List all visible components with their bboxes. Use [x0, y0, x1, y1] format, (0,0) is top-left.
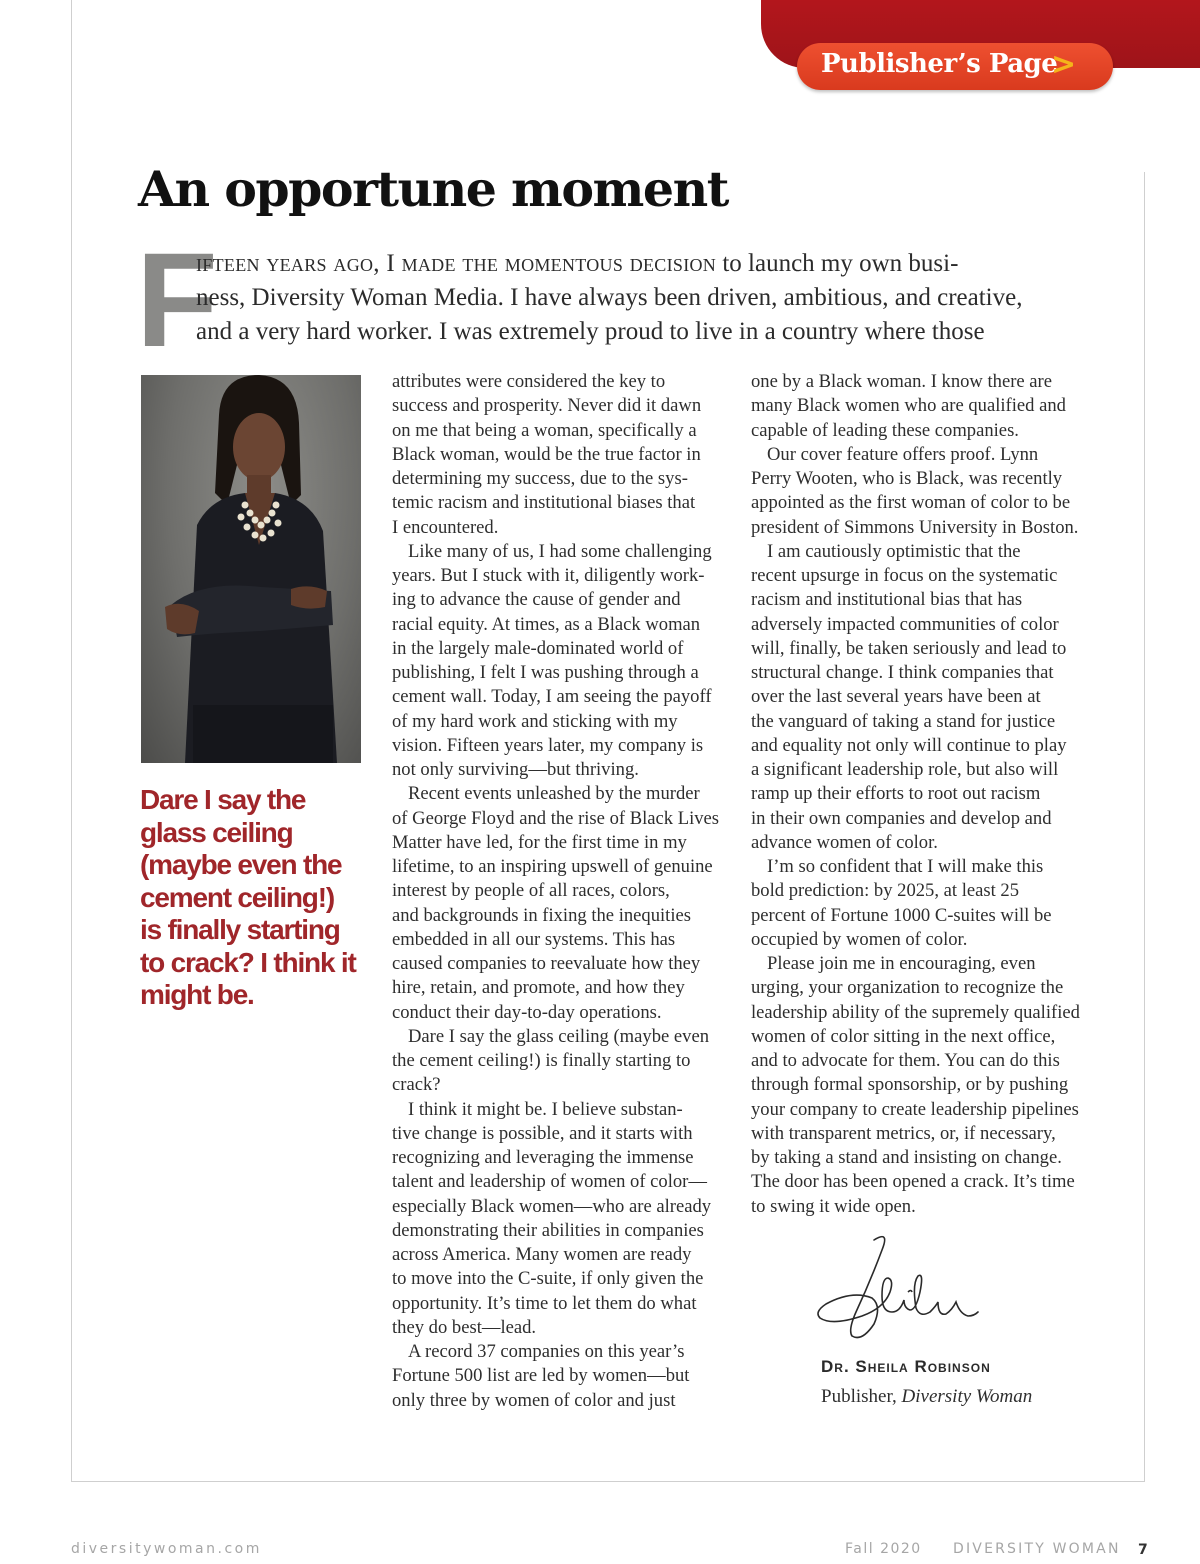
author-title	[821, 1386, 1032, 1408]
author-publication: Diversity Woman	[901, 1386, 1033, 1407]
body-text-line: through formal sponsorship, or by pushing	[751, 1074, 1069, 1096]
body-text-line: cement wall. Today, I am seeing the payoff	[392, 686, 712, 708]
body-text-line: in their own companies and develop and	[751, 807, 1052, 829]
body-text-line: I encountered.	[392, 516, 499, 538]
body-text-line: the cement ceiling!) is finally starting to	[392, 1050, 691, 1071]
body-text-line: racism and institutional bias that has	[751, 589, 1023, 611]
body-text-line: opportunity. It’s time to let them do what	[392, 1292, 697, 1314]
pull-quote-line: glass ceiling	[140, 816, 293, 848]
body-text-line: percent of Fortune 1000 C-suites will be	[751, 904, 1052, 926]
body-text-line: to swing it wide open.	[751, 1195, 916, 1217]
body-text-line: talent and leadership of women of color—	[392, 1171, 707, 1193]
body-text-line: Our cover feature offers proof. Lynn	[767, 443, 1039, 465]
body-text-line: Matter have led, for the first time in my	[392, 831, 687, 853]
body-text-line: urging, your organization to recognize the	[751, 977, 1064, 999]
body-text-line: of George Floyd and the rise of Black Lives	[392, 807, 720, 829]
pull-quote-line: might be.	[140, 979, 254, 1010]
chevron-right-icon: >	[1051, 47, 1077, 82]
body-text-line: capable of leading these companies.	[751, 419, 1019, 441]
body-text-line: will, finally, be taken seriously and lead to	[751, 637, 1067, 659]
body-text-line: by taking a stand and insisting on change.	[751, 1147, 1062, 1168]
body-text-line: years. But I stuck with it, diligently work-	[392, 565, 705, 586]
author-photo	[141, 375, 361, 763]
body-text-line: Fortune 500 list are led by women—but	[392, 1365, 690, 1387]
body-text-line: I am cautiously optimistic that the	[767, 540, 1021, 562]
body-text-line: recognizing and leveraging the immense	[392, 1147, 694, 1168]
page-frame-left	[71, 0, 72, 1482]
body-text-line: across America. Many women are ready	[392, 1244, 692, 1265]
body-text-line: Like many of us, I had some challenging	[408, 540, 712, 562]
body-text-line: crack?	[392, 1074, 441, 1096]
body-text-line: hire, retain, and promote, and how they	[392, 977, 685, 999]
body-text-line: interest by people of all races, colors,	[392, 880, 670, 902]
intro-line: and a very hard worker. I was extremely proud to live in a country where those	[196, 318, 985, 345]
intro-line: ness, Diversity Woman Media. I have always been driven, ambitious, and creative,	[196, 284, 1023, 311]
body-text-line: especially Black women—who are already	[392, 1195, 712, 1217]
body-column-right	[751, 370, 1096, 1219]
body-text-line: they do best—lead.	[392, 1316, 537, 1338]
body-text-line: Dare I say the glass ceiling (maybe even	[408, 1025, 709, 1047]
author-role: Publisher,	[821, 1386, 902, 1407]
body-text-line: a significant leadership role, but also will	[751, 759, 1059, 780]
intro-line-rest: to launch my own busi-	[716, 250, 959, 277]
body-text-line: your company to create leadership pipelines	[751, 1098, 1079, 1120]
footer-magazine: DIVERSITY WOMAN	[953, 1541, 1121, 1557]
page-number: 7	[1138, 1542, 1148, 1558]
body-text-line: success and prosperity. Never did it dawn	[392, 395, 702, 417]
body-text-line: temic racism and institutional biases that	[392, 492, 696, 514]
body-text-line: leadership ability of the supremely qualified	[751, 1001, 1080, 1023]
body-text-line: Please join me in encouraging, even	[767, 953, 1036, 974]
body-text-line: Recent events unleashed by the murder	[408, 783, 700, 805]
intro-line	[196, 247, 1096, 281]
body-text-line: president of Simmons University in Boston.	[751, 516, 1079, 538]
body-text-line: with transparent metrics, or, if necessary,	[751, 1122, 1056, 1144]
body-text-line: one by a Black woman. I know there are	[751, 371, 1053, 392]
body-text-line: not only surviving—but thriving.	[392, 759, 639, 780]
pull-quote	[140, 784, 362, 1012]
intro-smallcaps: ifteen years ago, I made the momentous decision	[196, 250, 717, 277]
body-text-line: recent upsurge in focus on the systematic	[751, 565, 1058, 586]
body-text-line: many Black women who are qualified and	[751, 395, 1066, 417]
body-text-line: ramp up their efforts to root out racism	[751, 783, 1041, 805]
body-text-line: caused companies to reevaluate how they	[392, 953, 701, 974]
body-text-line: advance women of color.	[751, 831, 938, 853]
body-text-line: in the largely male-dominated world of	[392, 637, 684, 659]
body-text-line: women of color sitting in the next office,	[751, 1025, 1056, 1047]
body-text-line: publishing, I felt I was pushing through a	[392, 662, 699, 683]
body-text-line: I think it might be. I believe substan-	[408, 1098, 683, 1120]
drop-cap: F	[136, 226, 218, 375]
body-text-line: the vanguard of taking a stand for justice	[751, 710, 1056, 732]
body-text-line: and equality not only will continue to play	[751, 734, 1067, 756]
body-text-line: determining my success, due to the sys-	[392, 468, 688, 489]
footer-issue: Fall 2020	[845, 1541, 922, 1557]
pull-quote-line: cement ceiling!)	[140, 881, 334, 913]
page-frame-bottom	[71, 1481, 1145, 1482]
section-tab[interactable]	[797, 43, 1113, 90]
body-text-line: Perry Wooten, who is Black, was recently	[751, 468, 1063, 489]
pull-quote-line: Dare I say the	[140, 784, 306, 815]
body-text-line: to move into the C-suite, if only given the	[392, 1268, 704, 1290]
body-text-line: tive change is possible, and it starts with	[392, 1122, 693, 1144]
body-text-line: over the last several years have been at	[751, 686, 1041, 708]
body-text-line: attributes were considered the key to	[392, 371, 666, 392]
body-text-line: Black woman, would be the true factor in	[392, 443, 701, 465]
signature	[812, 1232, 982, 1344]
body-text-line: conduct their day-to-day operations.	[392, 1001, 662, 1023]
body-text-line: embedded in all our systems. This has	[392, 928, 676, 950]
author-name: Dr. Sheila Robinson	[821, 1357, 991, 1376]
author-photo-illustration	[141, 375, 361, 763]
body-text-line: structural change. I think companies that	[751, 662, 1054, 683]
body-text-line: demonstrating their abilities in companies	[392, 1219, 704, 1241]
body-text-line: I’m so confident that I will make this	[767, 856, 1044, 877]
body-text-line: ing to advance the cause of gender and	[392, 589, 681, 611]
body-text-line: vision. Fifteen years later, my company is	[392, 734, 704, 756]
body-text-line: bold prediction: by 2025, at least 25	[751, 880, 1020, 902]
body-text-line: on me that being a woman, specifically a	[392, 419, 697, 441]
body-text-line: and backgrounds in fixing the inequities	[392, 904, 691, 926]
body-text-line: only three by women of color and just	[392, 1389, 676, 1411]
body-text-line: appointed as the first woman of color to be	[751, 492, 1071, 514]
body-text-line: adversely impacted communities of color	[751, 613, 1059, 635]
page-frame-right	[1144, 172, 1145, 1482]
footer-website[interactable]: diversitywoman.com	[71, 1541, 262, 1557]
body-text-line: A record 37 companies on this year’s	[408, 1341, 685, 1362]
section-label: Publisher’s Page	[821, 49, 1058, 79]
body-text-line: of my hard work and sticking with my	[392, 710, 678, 732]
body-column-left	[392, 370, 732, 1413]
article-title: An opportune moment	[138, 160, 728, 218]
body-text-line: occupied by women of color.	[751, 928, 968, 950]
body-text-line: and to advocate for them. You can do this	[751, 1050, 1060, 1071]
body-text-line: racial equity. At times, as a Black woman	[392, 613, 701, 635]
pull-quote-line: to crack? I think it	[140, 946, 356, 978]
pull-quote-line: is finally starting	[140, 914, 340, 945]
body-text-line: lifetime, to an inspiring upswell of genuine	[392, 856, 713, 877]
body-text-line: The door has been opened a crack. It’s time	[751, 1171, 1075, 1193]
pull-quote-line: (maybe even the	[140, 849, 342, 880]
